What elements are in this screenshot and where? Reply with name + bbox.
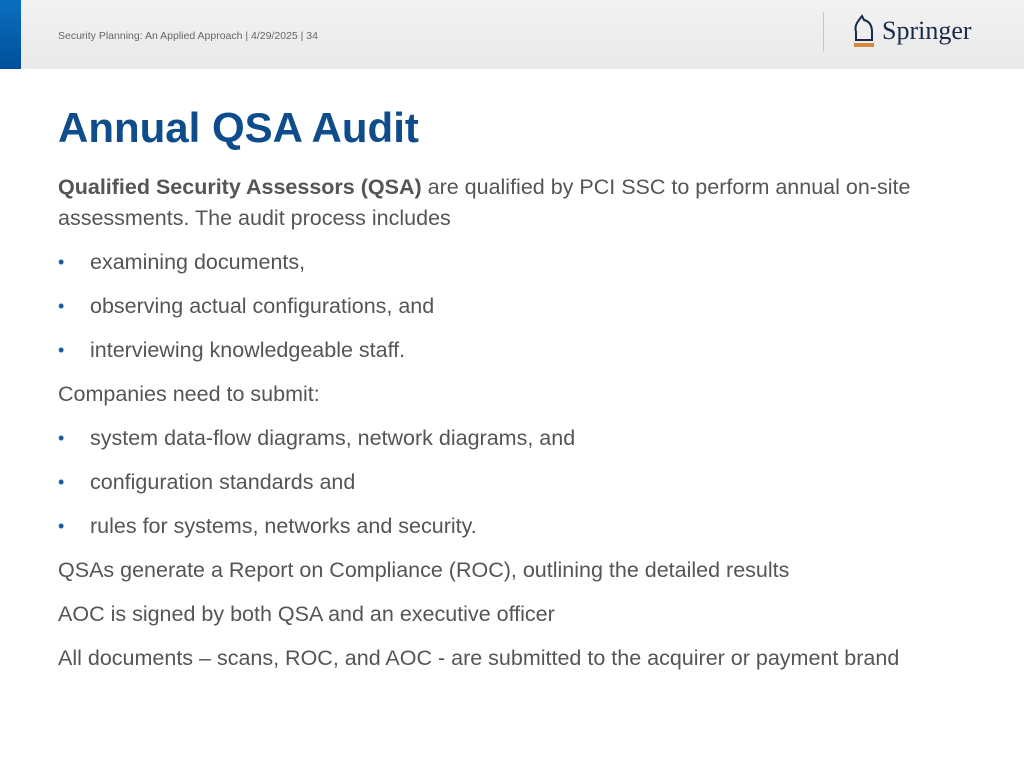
springer-logo: [850, 14, 972, 48]
bullet-icon: •: [58, 252, 65, 272]
aoc-paragraph: AOC is signed by both QSA and an executive officer: [58, 602, 555, 626]
intro-bold: Qualified Security Assessors (QSA): [58, 175, 422, 199]
knight-horse-icon: [850, 14, 878, 48]
intro-rest: are qualified by PCI SSC to perform annual on-site assessments. The audit process includes: [58, 175, 911, 230]
list-item-text: configuration standards and: [90, 470, 356, 494]
list-item: [58, 423, 988, 454]
list-item: [58, 247, 988, 278]
bullet-icon: •: [58, 296, 65, 316]
logo-text: Springer: [882, 16, 972, 45]
bullet-icon: •: [58, 428, 65, 448]
bullet-icon: •: [58, 472, 65, 492]
bullet-icon: •: [58, 340, 65, 360]
documents-paragraph: All documents – scans, ROC, and AOC - are submitted to the acquirer or payment brand: [58, 646, 900, 670]
list-item-text: rules for systems, networks and security.: [90, 514, 477, 538]
list-item: [58, 511, 988, 542]
slide-title: Annual QSA Audit: [58, 104, 419, 151]
accent-bar: [0, 0, 21, 69]
bullet-icon: •: [58, 516, 65, 536]
header-divider: [823, 12, 824, 52]
companies-paragraph: Companies need to submit:: [58, 382, 320, 406]
list-item: [58, 467, 988, 498]
list-item-text: observing actual configurations, and: [90, 294, 435, 318]
list-item-text: interviewing knowledgeable staff.: [90, 338, 406, 362]
list-item: [58, 335, 988, 366]
list-item-text: system data-flow diagrams, network diagrams, and: [90, 426, 576, 450]
slide-header: [0, 0, 1024, 69]
list-item-text: examining documents,: [90, 250, 306, 274]
intro-paragraph: [58, 172, 988, 234]
slide-footer-text: Security Planning: An Applied Approach | 4/29/2025 | 34: [58, 30, 318, 42]
roc-paragraph: QSAs generate a Report on Compliance (ROC), outlining the detailed results: [58, 558, 790, 582]
list-item: [58, 291, 988, 322]
slide-body: [58, 172, 988, 687]
